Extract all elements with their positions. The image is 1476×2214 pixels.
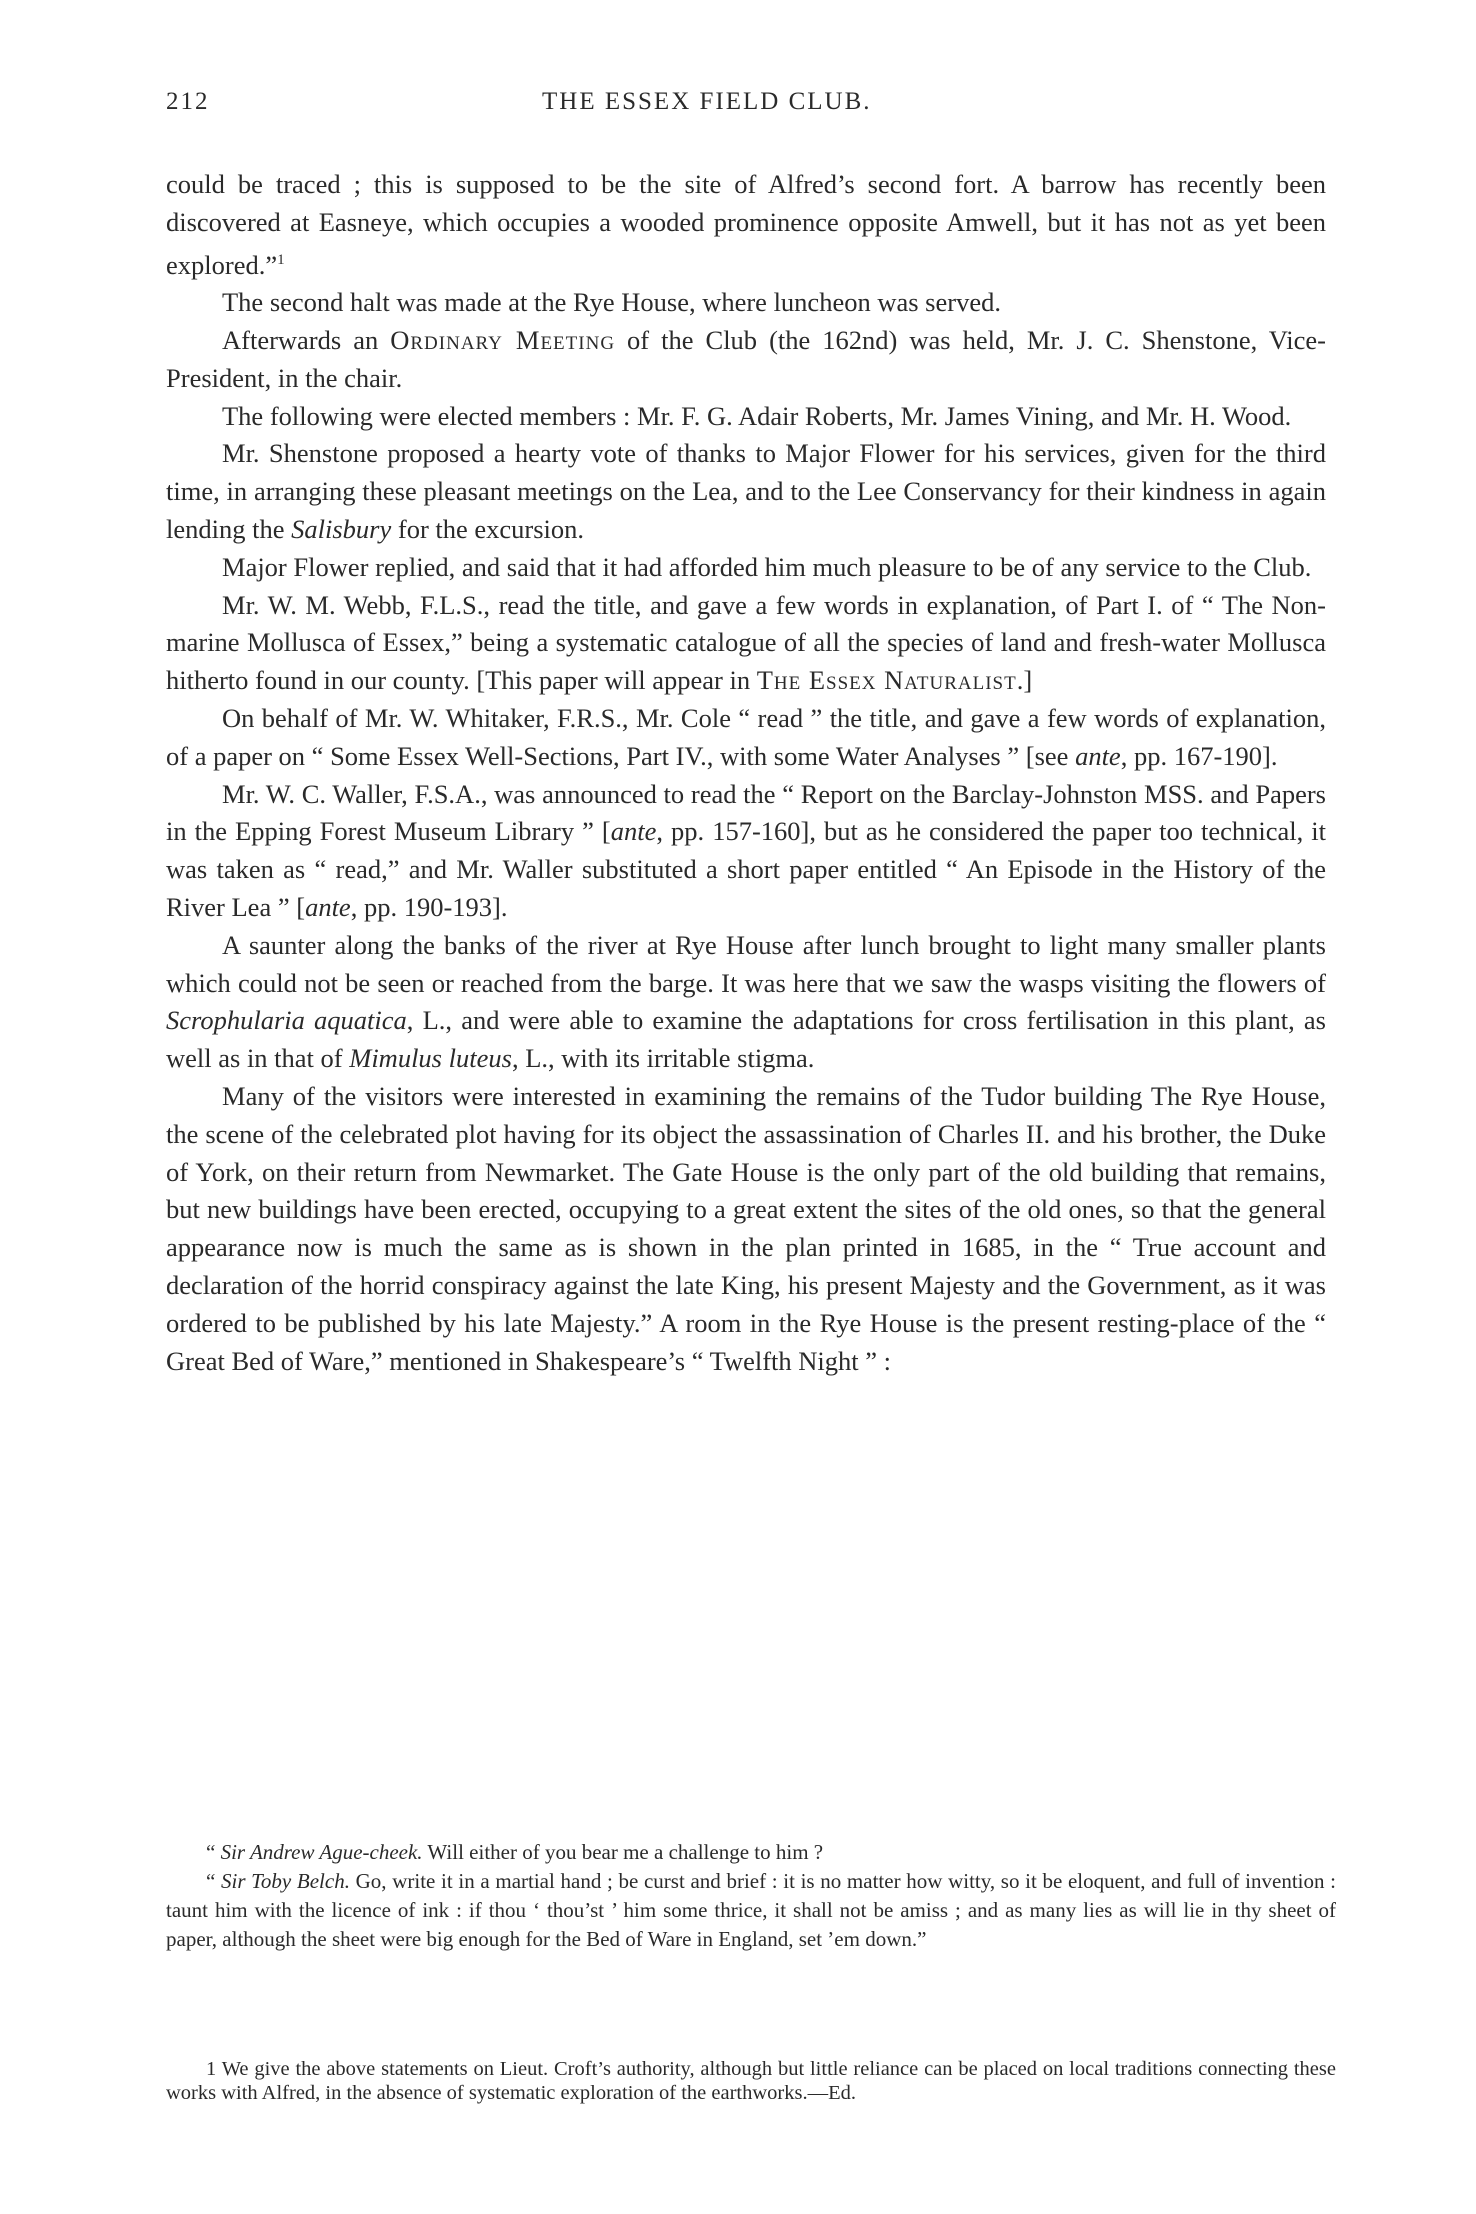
body-text xyxy=(166,166,1326,1380)
paragraph-3 xyxy=(166,322,1326,398)
paragraph-9-text-c: , pp. 157-160], but as he considered the paper too technical, it was taken as “ read,” and Mr. Waller substituted a short paper entitled “ An Episode in the History of the River Lea ” [ xyxy=(166,816,1326,922)
footnote-text: We give the above statements on Lieut. Croft’s authority, although but little reliance can be placed on local traditions connecting these works with Alfred, in the absence of systematic exploration of the earthworks.—Ed. xyxy=(166,2058,1336,2104)
ante-reference: ante xyxy=(1075,740,1121,771)
speaker-name: Sir Toby Belch. xyxy=(221,1869,350,1893)
page-number: 212 xyxy=(166,88,210,115)
species-name: Scrophularia aquatica xyxy=(166,1005,407,1036)
paragraph-10-text-c: , L., and were able to examine the adaptations for cross fertilisation in this plant, as well as in that of xyxy=(166,1005,1326,1074)
paragraph-9-text-a: Mr. W. C. Waller, F.S.A., was announced to read the “ Report on the Barclay-Johnston MSS. and Papers in the Epping Forest Museum Library ” [ xyxy=(166,778,1326,847)
ordinary-meeting-heading: Ordinary Meeting xyxy=(390,325,616,356)
paragraph-3-text-c: of the Club (the 162nd) was held, Mr. J. C. Shenstone, Vice-President, in the chair. xyxy=(166,325,1326,393)
quote-text: Go, write it in a martial hand ; be curst and brief : it is no matter how witty, so it be eloquent, and full of invention : taunt him with the licence of ink : if thou ‘ thou’st ’ him some thrice, it shall not be amiss ; and as many lies as will lie in thy sheet of paper, although the sheet were big enough for the Bed of Ware in England, set ’em down.” xyxy=(166,1869,1336,1951)
ante-reference: ante xyxy=(305,891,351,922)
footnote-reference: 1 xyxy=(277,251,285,268)
footnote-marker: 1 xyxy=(206,2058,217,2080)
paragraph-7 xyxy=(166,587,1326,700)
ante-reference: ante xyxy=(610,816,657,847)
quote-line-2 xyxy=(166,1867,1336,1954)
paragraph-1 xyxy=(166,166,1326,284)
footnote-1 xyxy=(166,2057,1336,2105)
paragraph-2: The second halt was made at the Rye House, where luncheon was served. xyxy=(222,287,1001,318)
quote-text: Will either of you bear me a challenge to him ? xyxy=(422,1840,824,1864)
paragraph-8-text-c: , pp. 167-190]. xyxy=(1120,740,1278,771)
paragraph-7-text-c: .] xyxy=(1016,665,1033,696)
paragraph-10-text-e: , L., with its irritable stigma. xyxy=(511,1043,815,1074)
paragraph-3-text-a: Afterwards an xyxy=(222,325,391,356)
paragraph-9-text-e: , pp. 190-193]. xyxy=(350,891,508,922)
paragraph-5-text-a: Mr. Shenstone proposed a hearty vote of thanks to Major Flower for his services, given for the third time, in arranging these pleasant meetings on the Lea, and to the Lee Conservancy for their kindness in again lending the xyxy=(166,438,1326,544)
footnote xyxy=(166,2057,1336,2105)
quote-open: “ xyxy=(206,1840,221,1864)
paragraph-11: Many of the visitors were interested in examining the remains of the Tudor building The Rye House, the scene of the celebrated plot having for its object the assassination of Charles II. and his brother, the Duke of York, on their return from Newmarket. The Gate House is the only part of the old building that remains, but new buildings have been erected, occupying to a great extent the sites of the old ones, so that the general appearance now is much the same as is shown in the plan printed in 1685, in the “ True account and declaration of the horrid conspiracy against the late King, his present Majesty and the Government, as it was ordered to be published by his late Majesty.” A room in the Rye House is the present resting-place of the “ Great Bed of Ware,” mentioned in Shakespeare’s “ Twelfth Night ” : xyxy=(166,1080,1326,1376)
species-name: Mimulus luteus xyxy=(349,1043,512,1074)
quote-line-1 xyxy=(166,1838,1336,1867)
running-title: THE ESSEX FIELD CLUB. xyxy=(542,88,872,115)
paragraph-9 xyxy=(166,776,1326,927)
paragraph-5 xyxy=(166,435,1326,548)
paragraph-4: The following were elected members : Mr. F. G. Adair Roberts, Mr. James Vining, and Mr. H. Wood. xyxy=(222,400,1292,431)
paragraph-10 xyxy=(166,927,1326,1078)
paragraph-10-text-a: A saunter along the banks of the river at Rye House after lunch brought to light many smaller plants which could not be seen or reached from the barge. It was here that we saw the wasps visiting the flowers of xyxy=(166,929,1326,998)
speaker-name: Sir Andrew Ague-cheek. xyxy=(220,1840,423,1864)
paragraph-8 xyxy=(166,700,1326,776)
quote-open: “ xyxy=(206,1869,221,1893)
paragraph-1-text: could be traced ; this is supposed to be the site of Alfred’s second fort. A barrow has recently been discovered at Easneye, which occupies a wooded prominence opposite Amwell, but it has not as yet been explored.” xyxy=(166,169,1326,280)
paragraph-5-text-c: for the excursion. xyxy=(391,514,585,544)
paragraph-8-text-a: On behalf of Mr. W. Whitaker, F.R.S., Mr. Cole “ read ” the title, and gave a few words of explanation, of a paper on “ Some Essex Well-Sections, Part IV., with some Water Analyses ” [see xyxy=(166,702,1326,771)
paragraph-7-text-a: Mr. W. M. Webb, F.L.S., read the title, and gave a few words in explanation, of Part I. of “ The Non-marine Mollusca of Essex,” being a systematic catalogue of all the species of land and fresh-water Mollusca hitherto found in our county. [This paper will appear in xyxy=(166,589,1326,696)
journal-title: The Essex Naturalist xyxy=(756,665,1017,696)
paragraph-6: Major Flower replied, and said that it had afforded him much pleasure to be of any service to the Club. xyxy=(222,551,1312,582)
ship-name-salisbury: Salisbury xyxy=(291,514,392,544)
shakespeare-quotation xyxy=(166,1838,1336,1954)
